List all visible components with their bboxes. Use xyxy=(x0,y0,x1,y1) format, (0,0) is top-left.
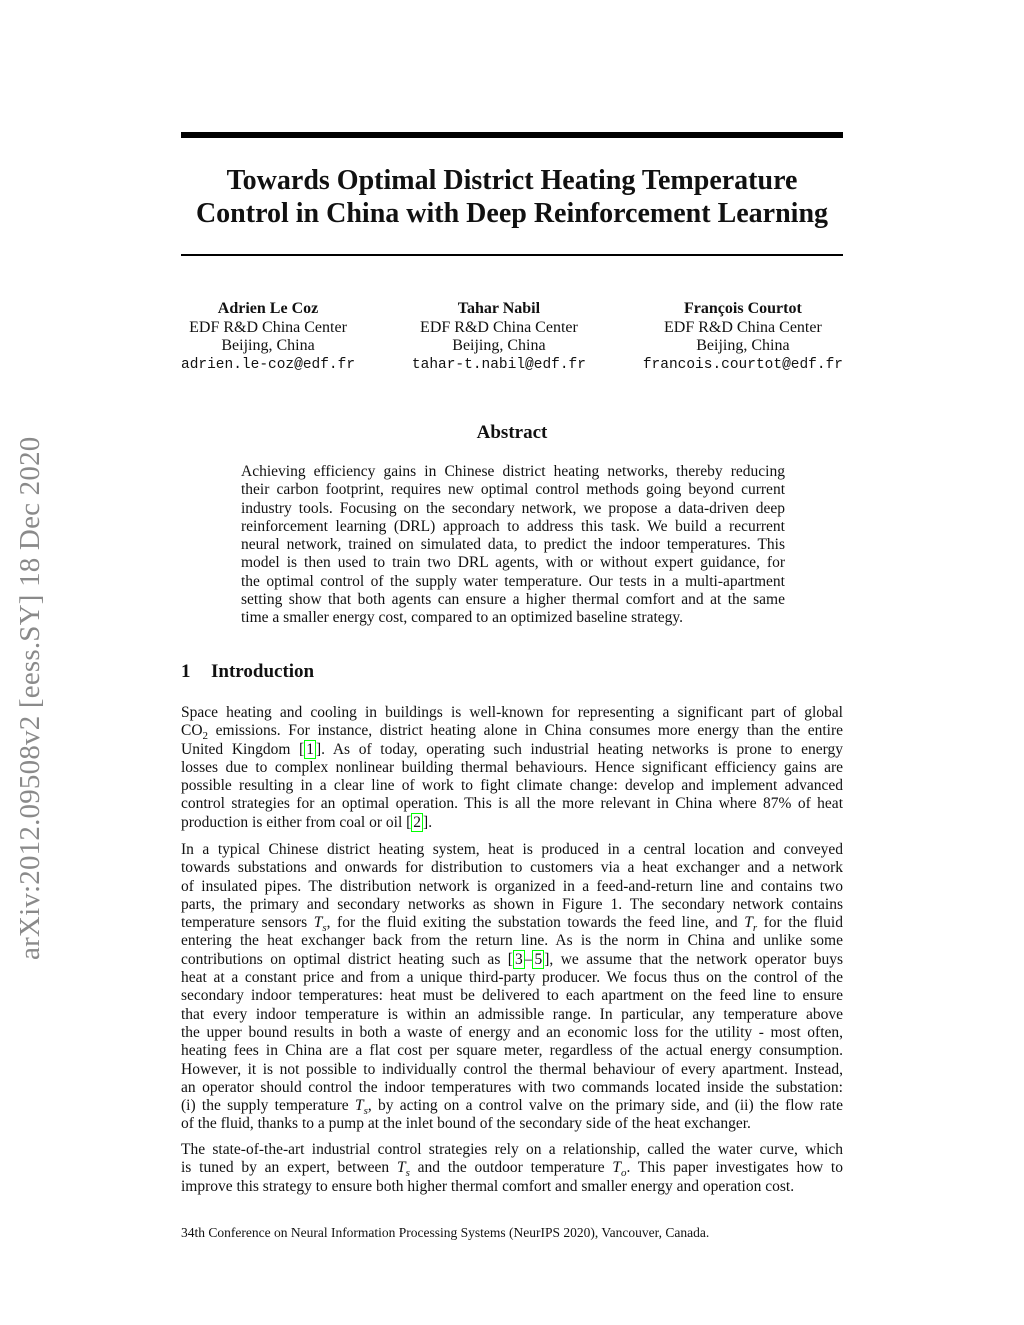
abstract-body xyxy=(241,463,785,628)
subscript: s xyxy=(363,1105,368,1118)
text-line xyxy=(181,1097,843,1118)
text-line: an operator should control the indoor temperatures with two commands located inside the substation: xyxy=(181,1078,843,1096)
text-fragment: , by acting on a control valve on the primary side, and (ii) the flow rate xyxy=(367,1097,843,1115)
text-line xyxy=(181,722,843,743)
math-symbol: T xyxy=(354,1097,364,1115)
text-fragment: for the fluid xyxy=(757,914,843,932)
subscript: r xyxy=(752,922,758,935)
abstract-line: the optimal control of the supply water temperature. Our tests in a multi-apartment xyxy=(241,572,785,590)
text-fragment: and the outdoor temperature xyxy=(409,1159,613,1177)
author-location: Beijing, China xyxy=(696,337,790,354)
text-line: heat at a constant price and from a unique third-party producer. We focus thus on the control of the xyxy=(181,969,843,987)
paper-title xyxy=(181,164,843,230)
text-fragment: emissions. For instance, district heating alone in China consumes more energy than the entire xyxy=(208,722,843,740)
section-title: Introduction xyxy=(211,661,315,682)
text-fragment: . This paper investigates how to xyxy=(626,1159,843,1177)
text-line: the upper bound results in both a waste of energy and an economic loss for the utility - most often, xyxy=(181,1023,843,1041)
text-fragment: contributions on optimal district heating such as [ xyxy=(181,950,513,968)
author-affiliation: EDF R&D China Center xyxy=(189,318,347,336)
text-line: that every indoor temperature is within an admissible range. In particular, any temperature above xyxy=(181,1005,843,1023)
text-fragment: ], we assume that the network operator buys xyxy=(544,950,843,968)
conference-footnote: 34th Conference on Neural Information Processing Systems (NeurIPS 2020), Vancouver, Canada. xyxy=(181,1225,710,1240)
abstract-line: Achieving efficiency gains in Chinese district heating networks, thereby reducing xyxy=(241,463,785,480)
abstract-line: setting show that both agents can ensure a higher thermal comfort and at the same xyxy=(241,591,785,609)
abstract-line: neural network, trained on simulated data, to predict the indoor temperatures. This xyxy=(241,536,785,554)
abstract-line: model is then used to train two DRL agents, with or without expert guidance, for xyxy=(241,554,785,572)
text-line: However, it is not possible to individually control the thermal behaviour of every apartment. Instead, xyxy=(181,1060,843,1078)
abstract-line: reinforcement learning (DRL) approach to address this task. We build a recurrent xyxy=(241,517,785,535)
section-number: 1 xyxy=(181,661,191,682)
text-line xyxy=(181,741,843,759)
arxiv-identifier: arXiv:2012.09508v2 [eess.SY] 18 Dec 2020 xyxy=(14,436,46,960)
text-line xyxy=(181,1159,843,1180)
author-email[interactable]: francois.courtot@edf.fr xyxy=(642,356,843,373)
text-line: heating fees in China are a flat cost per square meter, regardless of the actual energy consumption. xyxy=(181,1042,843,1060)
title-rule-top xyxy=(181,132,843,138)
math-symbol: T xyxy=(744,914,753,932)
citation-link-5[interactable]: 5 xyxy=(534,950,543,968)
author-1 xyxy=(181,300,355,374)
title-rule-bottom xyxy=(181,254,843,256)
text-line: towards substations and onwards for distribution to customers via a heat exchanger and a network xyxy=(181,859,843,877)
text-fragment: temperature sensors xyxy=(181,914,314,932)
abstract-line: industry tools. Focusing on the secondary network, we propose a data-driven deep xyxy=(241,499,785,517)
section-heading-introduction xyxy=(181,661,314,683)
author-affiliation: EDF R&D China Center xyxy=(420,318,578,336)
author-email[interactable]: tahar-t.nabil@edf.fr xyxy=(411,356,586,373)
text-line: possible resulting in a clear line of work to fight climate change: develop and implement advanced xyxy=(181,777,843,795)
math-symbol: T xyxy=(612,1159,621,1177)
text-line: Space heating and cooling in buildings is well-known for representing a significant part of global xyxy=(181,704,843,721)
title-line-2: Control in China with Deep Reinforcement Learning xyxy=(195,198,829,229)
text-fragment: , for the fluid exiting the substation towards the feed line, and xyxy=(326,914,745,932)
author-location: Beijing, China xyxy=(452,337,546,354)
author-name: François Courtot xyxy=(684,300,802,317)
author-3 xyxy=(643,300,843,374)
text-line: of the fluid, thanks to a pump at the inlet bound of the secondary side of the heat exchanger. xyxy=(181,1115,751,1133)
intro-paragraph-2 xyxy=(181,841,843,1134)
text-fragment: production is either from coal or oil [ xyxy=(181,813,412,831)
citation-link-2[interactable]: 2 xyxy=(413,813,422,831)
text-fragment: United Kingdom [ xyxy=(181,740,305,758)
text-line: improve this strategy to ensure both higher thermal comfort and smaller energy and operation cost. xyxy=(181,1177,795,1195)
intro-paragraph-3 xyxy=(181,1141,843,1196)
author-affiliation: EDF R&D China Center xyxy=(664,318,822,336)
text-line: In a typical Chinese district heating system, heat is produced in a central location and conveyed xyxy=(181,841,843,858)
math-symbol: T xyxy=(396,1159,406,1177)
text-line: secondary indoor temperatures: heat must be delivered to each apartment on the feed line to ensure xyxy=(181,987,843,1005)
abstract-line: their carbon footprint, requires new optimal control methods going beyond current xyxy=(241,481,785,499)
text-fragment: (i) the supply temperature xyxy=(181,1097,355,1115)
author-2 xyxy=(412,300,586,374)
text-line: control strategies for an optimal operation. This is all the more relevant in China where 87% of heat xyxy=(181,795,843,813)
text-line: parts, the primary and secondary networks as shown in Figure 1. The secondary network contains xyxy=(181,895,843,913)
author-name: Tahar Nabil xyxy=(457,300,541,317)
abstract-line: time a smaller energy cost, compared to an optimized baseline strategy. xyxy=(241,609,684,627)
intro-paragraph-1 xyxy=(181,704,843,832)
author-block xyxy=(181,300,843,374)
text-line: of insulated pipes. The distribution network is organized in a feed-and-return line and contains two xyxy=(181,877,843,895)
text-line: The state-of-the-art industrial control strategies rely on a relationship, called the water curve, which xyxy=(181,1141,843,1158)
text-fragment: – xyxy=(524,950,533,968)
title-line-1: Towards Optimal District Heating Temperature xyxy=(226,165,798,196)
subscript: s xyxy=(322,922,327,935)
subscript: s xyxy=(405,1167,410,1180)
text-fragment: ]. xyxy=(423,813,433,831)
text-line: losses due to complex nonlinear building thermal behaviours. Hence significant efficiency gains are xyxy=(181,758,843,776)
text-line xyxy=(181,814,843,832)
text-line: entering the heat exchanger back from the return line. As is the norm in China and unlike some xyxy=(181,932,843,950)
abstract-heading: Abstract xyxy=(476,422,548,443)
text-fragment: ]. As of today, operating such industrial heating networks is prone to energy xyxy=(315,740,844,758)
subscript: 2 xyxy=(202,730,209,743)
text-line xyxy=(181,951,843,969)
text-fragment: CO xyxy=(181,722,203,740)
author-location: Beijing, China xyxy=(221,337,315,354)
text-fragment: is tuned by an expert, between xyxy=(181,1159,397,1177)
citation-link-1[interactable]: 1 xyxy=(306,740,314,758)
math-symbol: T xyxy=(313,914,323,932)
subscript: o xyxy=(621,1167,627,1180)
citation-link-3[interactable]: 3 xyxy=(514,950,523,968)
author-name: Adrien Le Coz xyxy=(217,300,319,317)
author-email[interactable]: adrien.le-coz@edf.fr xyxy=(181,356,356,373)
text-line xyxy=(181,914,843,935)
